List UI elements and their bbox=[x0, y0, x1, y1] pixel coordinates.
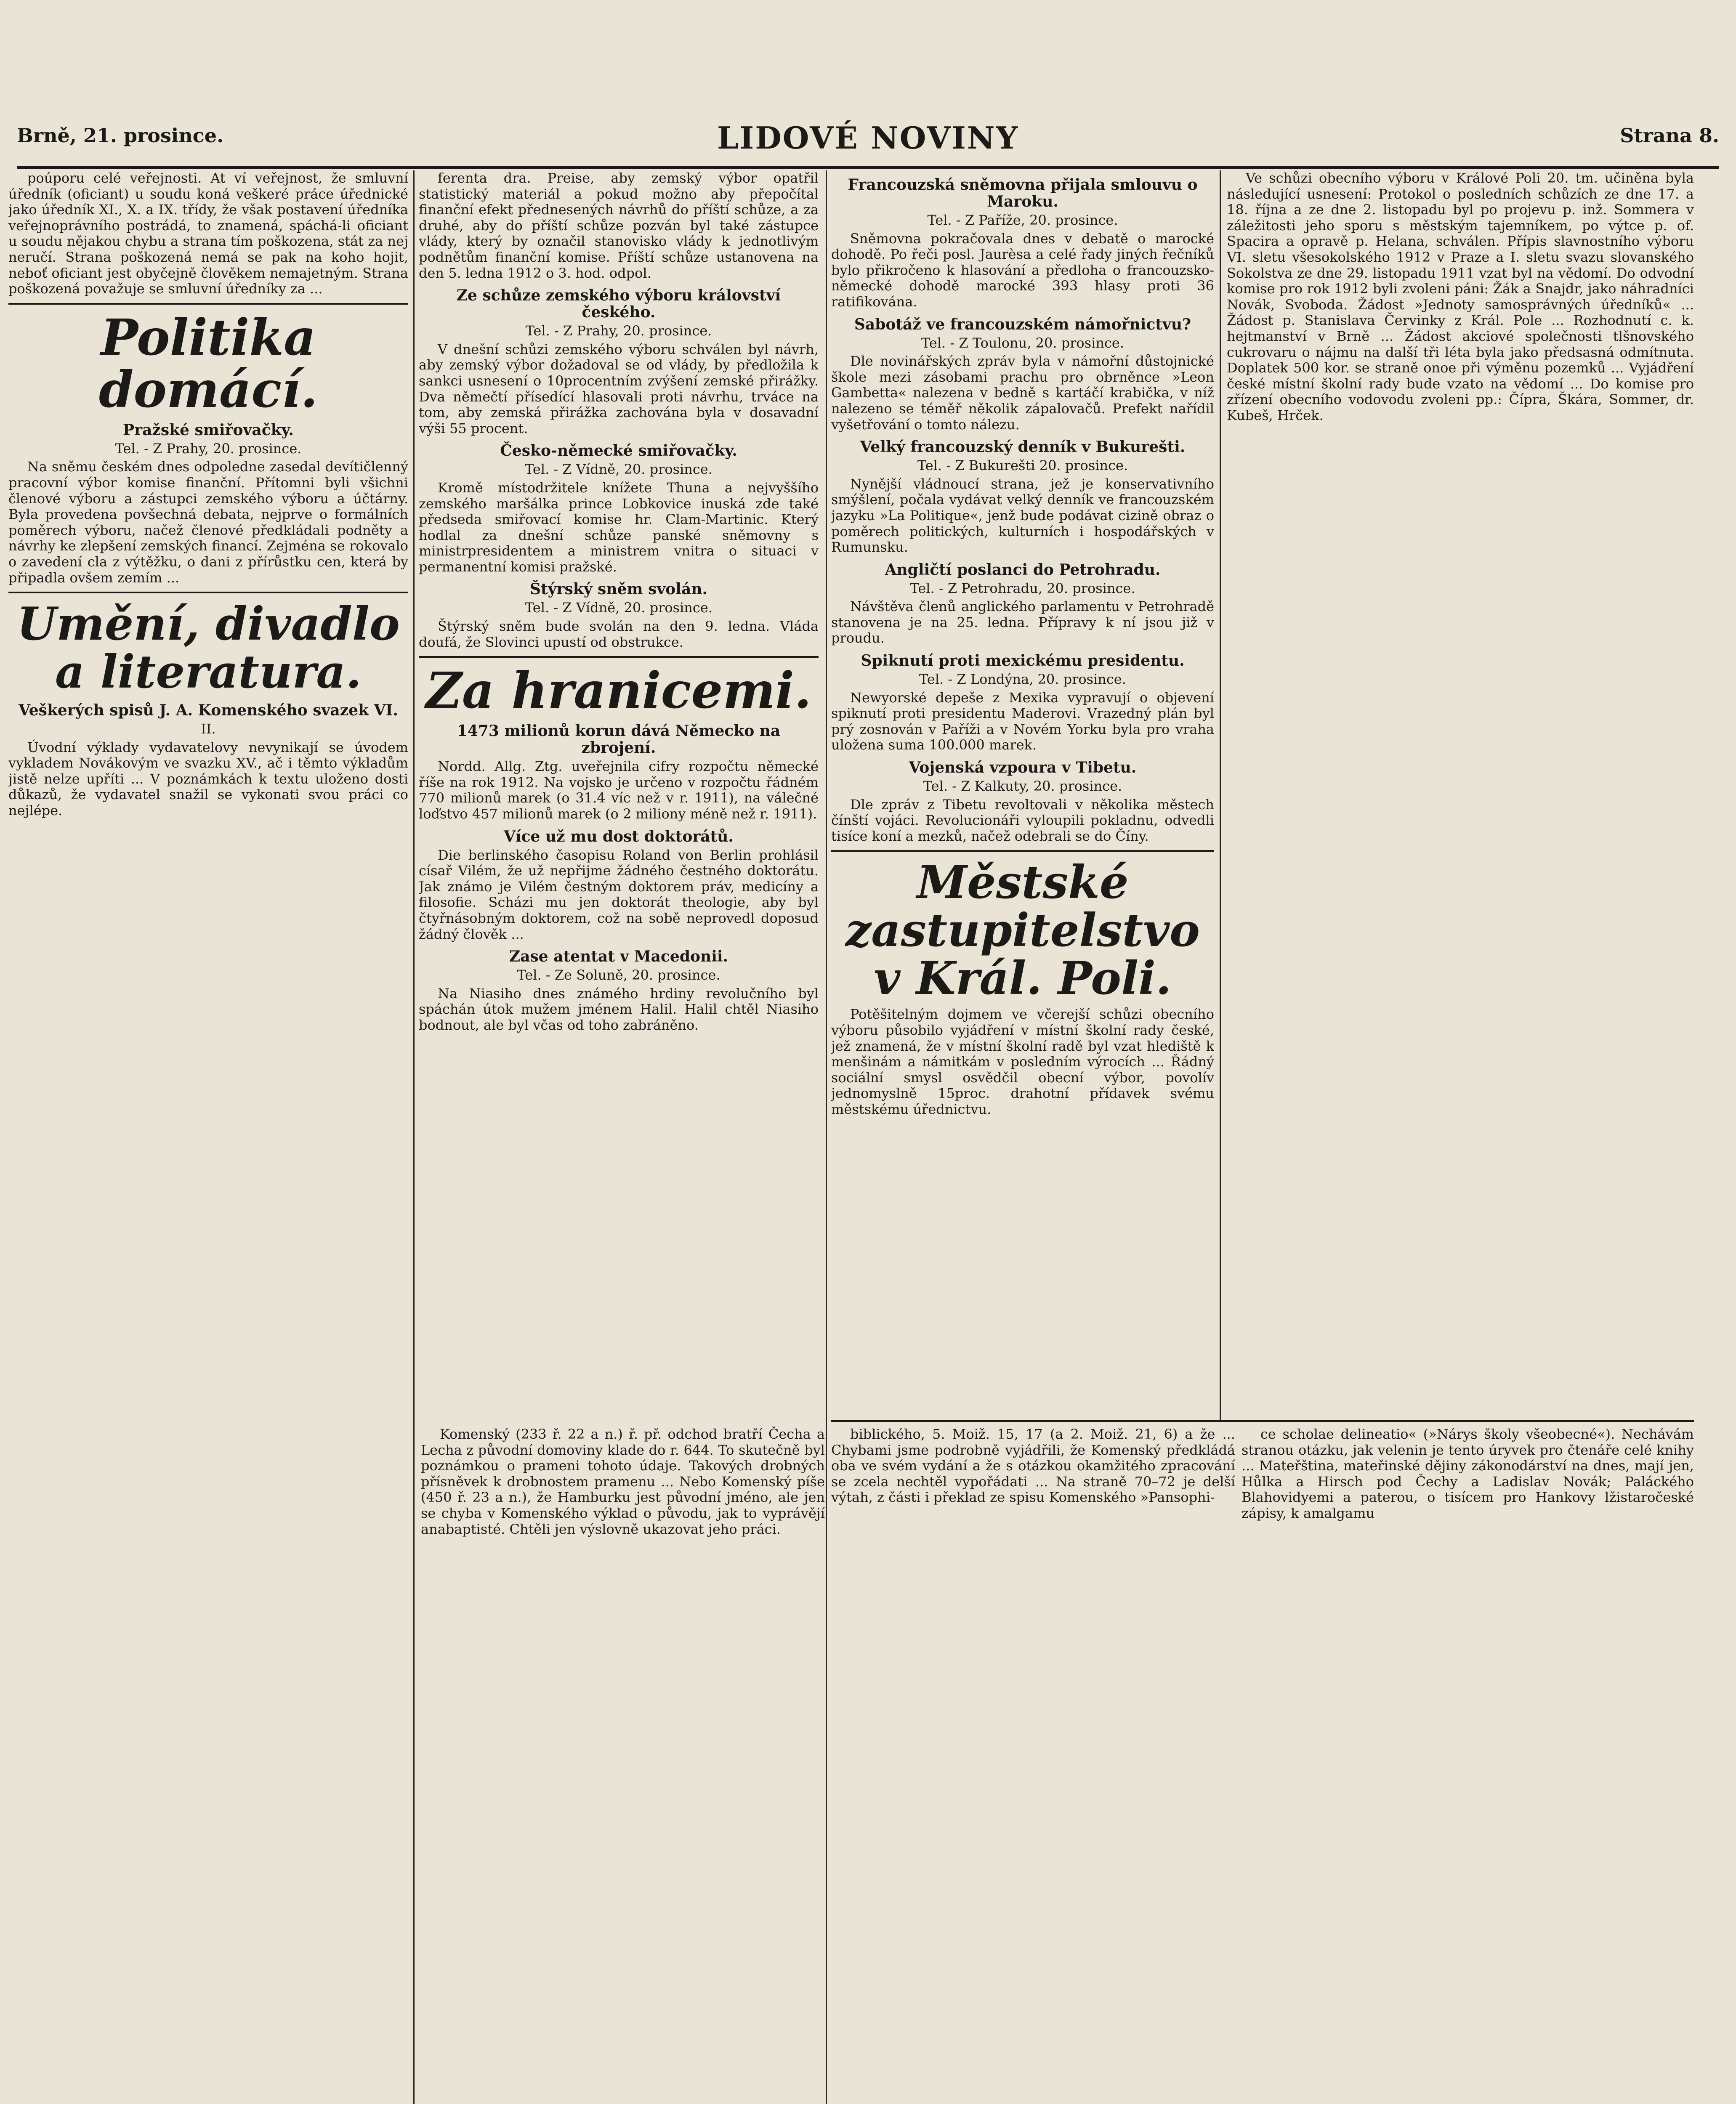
article-dateline: Tel. - Z Bukurešti 20. prosince. bbox=[917, 457, 1128, 474]
article-headline: Velký francouzský denník v Bukurešti. bbox=[860, 438, 1186, 456]
article-dateline: Tel. - Z Toulonu, 20. prosince. bbox=[921, 335, 1124, 351]
section-title-umeni: Umění, divadlo a literatura. bbox=[17, 598, 400, 699]
article-dateline: Tel. - Z Paříže, 20. prosince. bbox=[927, 212, 1118, 228]
article-dateline: Tel. - Z Vídně, 20. prosince. bbox=[525, 600, 712, 616]
article-headline: Více už mu dost doktorátů. bbox=[504, 827, 734, 845]
article-dateline: Tel. - Z Vídně, 20. prosince. bbox=[525, 461, 712, 478]
section-rule bbox=[8, 592, 408, 593]
article-continuation: ferenta dra. Preise, aby zemský výbor opatřil statistický materiál a pokud možno aby přepočítal finanční efekt přednesených návrhů do příští schůze, a za druhé, aby do příští schůze pozván byl také zástupce vlády, který by označil stanovisko vlády k jednotlivým podnětům finanční komise. Příští schůze ustanovena na den 5. ledna 1912 o 3. hod. odpol. bbox=[419, 170, 819, 281]
article-body: Kromě místodržitele knížete Thuna a nejvyššího zemského maršálka prince Lobkovice inuská zde také předseda smiřovací komise hr. Clam-Martinic. Který hodlal za dnešní schůze panské sněmovny s ministrpresidentem a ministrem vnitra o situaci v permanentní komisi pražské. bbox=[419, 479, 819, 575]
article-dateline: Tel. - Z Kalkuty, 20. prosince. bbox=[923, 778, 1122, 794]
lower-section-rule bbox=[831, 1420, 1694, 1422]
section-rule bbox=[419, 656, 819, 658]
section-title-zastupitelstvo: Městské zastupitelstvo v Král. Poli. bbox=[845, 856, 1200, 1005]
article-continuation: poúporu celé veřejnosti. At ví veřejnost, že smluvní úředník (oficiant) u soudu koná veškeré práce úřednické jako úředník XI., X. a IX. třídy, že však postavení úředníka veřejnoprávního postrádá, to znamená, spáchá-li oficiant u soudu nějakou chybu a strana tím poškozena, stát za nej neručí. Strana poškozená nemá se pak na koho hojit, neboť oficiant jest obyčejně člověkem nemajetným. Strana poškozená považuje se smluvní úředníky za ... bbox=[8, 170, 408, 297]
page-header bbox=[17, 120, 1719, 166]
article-body: Na Niasiho dnes známého hrdiny revolučního byl spáchán útok mužem jménem Halil. Halil chtěl Niasiho bodnout, ale byl včas od toho zabráněno. bbox=[419, 985, 819, 1033]
article-headline: Sabotáž ve francouzském námořnictvu? bbox=[854, 315, 1191, 333]
section-rule bbox=[831, 850, 1214, 852]
column-1 bbox=[8, 170, 408, 2104]
article-body: Sněmovna pokračovala dnes v debatě o marocké dohodě. Po řeči posl. Jaurèsa a celé řady jiných řečníků bylo přikročeno k hlasování a předloha o francouzsko-německé dohodě marocké 393 hlasy proti 36 ratifikována. bbox=[831, 230, 1214, 310]
article-body: ce scholae delineatio« (»Nárys školy všeobecné«). Nechávám stranou otázku, jak velenin je tento úryvek pro čtenáře celé knihy ... Mateřština, mateřinské dějiny zákonodárství na dnes, mají jen, Hůlka a Hirsch pod Čechy a Ladislav Novák; Paláckého Blahovidyemi a paterou, o tisícem pro Hankovy lžistaročeské zápisy, k amalgamu bbox=[1242, 1427, 1694, 1521]
article-body: Ve schůzi obecního výboru v Králové Poli 20. tm. učiněna byla následující usnesení: Protokol o posledních schůzích ze dne 17. a 18. října a ze dne 2. listopadu byl po projevu p. inž. Sommera v záležitosti jeho sporu s městským tajemníkem, po výtce p. of. Spacira a opravě p. Helana, schválen. Přípis slavnostního výboru VI. sletu všesokolského 1912 v Praze a I. sletu svazu slovanského Sokolstva ze dne 29. listopadu 1911 vzat byl na vědomí. Do odvodní komise pro rok 1912 byli zvoleni páni: Žák a Snajdr, jako náhradníci Novák, Svoboda. Žádost »Jednoty samosprávných úředníků« ... Žádost p. Stanislava Červinky z Král. Pole ... Rozhodnutí c. k. hejtmanství v Brně ... Žádost akciové společnosti tlšnovského cukrovaru o nájmu na další tři léta byla jako předsasná odmítnuta. Doplatek 500 kor. se straně onoe při výměnu pozemků ... Vyjádření české místní školní rady bude vzato na vědomí ... Do komise pro zřízení obecního vodovodu zvoleni pp.: Čípra, Škára, Sommer, dr. Kubeš, Hrček. bbox=[1227, 170, 1694, 423]
article-body: Štýrský sněm bude svolán na den 9. ledna. Vláda doufá, že Slovinci upustí od obstrukce. bbox=[419, 618, 819, 650]
column-4 bbox=[1227, 170, 1694, 1416]
section-title-hranice: Za hranicemi. bbox=[425, 661, 812, 720]
column-divider-2 bbox=[826, 170, 827, 2104]
header-rule bbox=[17, 166, 1719, 169]
column-3 bbox=[831, 170, 1214, 1416]
article-headline: Vojenská vzpoura v Tibetu. bbox=[909, 759, 1137, 777]
article-headline: Francouzská sněmovna přijala smlouvu o Maroku. bbox=[848, 176, 1198, 210]
lower-column-2 bbox=[831, 1427, 1235, 2104]
lower-column-3 bbox=[1242, 1427, 1694, 2104]
article-body: Komenský (233 ř. 22 a n.) ř. př. odchod bratří Čecha a Lecha z původní domoviny klade do r. 644. To skutečně byl poznámkou o prameni tohoto údaje. Takových drobných přísněvek k drobnostem pramenu ... Nebo Komenský píše (450 ř. 23 a n.), že Hamburku jest původní jméno, ale jen se chyba v Komenského výklad o původu, jak to vyprávějí anabaptisté. Chtěli jen výslovně ukazovat jeho práci. bbox=[421, 1427, 825, 1537]
article-body: Úvodní výklady vydavatelovy nevynikají se úvodem vykladem Novákovým ve svazku XV., ač i těmto výkladům jistě nelze upříti ... V poznámkách k textu uloženo dosti důkazů, že vydavatel snažil se vykonati svou práci co nejlépe. bbox=[8, 739, 408, 819]
article-dateline: Tel. - Z Londýna, 20. prosince. bbox=[919, 671, 1126, 688]
article-headline: Spiknutí proti mexickému presidentu. bbox=[861, 652, 1185, 670]
article-headline: Zase atentat v Macedonii. bbox=[509, 948, 728, 966]
page-number: Strana 8. bbox=[1620, 124, 1719, 147]
article-dateline: Tel. - Z Prahy, 20. prosince. bbox=[115, 440, 302, 457]
article-body: Dle zpráv z Tibetu revoltovali v několika městech čínští vojáci. Revolucionáři vyloupili pokladnu, odvedli tisíce koní a mezků, načež odebrali se do Číny. bbox=[831, 796, 1214, 844]
column-2 bbox=[419, 170, 819, 1416]
article-headline: Veškerých spisů J. A. Komenského svazek VI. bbox=[19, 701, 398, 720]
section-rule bbox=[8, 303, 408, 305]
article-body: Na sněmu českém dnes odpoledne zasedal devítičlenný pracovní výbor komise finanční. Přítomni byli všichni členové výboru a zástupci zemského výboru a účtárny. Byla provedena povšechná debata, nejprve o formálních poměrech výboru, načež členové předkládali podněty a návrhy ke zlepšení zemských financí. Zejména se rokovalo o zavedení cla z výtěžku, o dani z přírůstku cen, která by připadla ovšem zemím ... bbox=[8, 459, 408, 586]
article-body: Dle novinářských zpráv byla v námořní důstojnické škole mezi zásobami prachu pro obrněnce »Leon Gambetta« nalezena v bedně s kartáčí krabička, v níž nalezeno se téměř několik zápalovačů. Prefekt nařídil vyšetřování o tomto nálezu. bbox=[831, 353, 1214, 433]
article-headline: Pražské smiřovačky. bbox=[123, 421, 294, 439]
article-headline: Angličtí poslanci do Petrohradu. bbox=[885, 561, 1161, 579]
article-headline: Štýrský sněm svolán. bbox=[529, 580, 708, 598]
article-body: Newyorské depeše z Mexika vypravují o objevení spiknutí proti presidentu Maderovi. Vrazedný plán byl prý zosnován v Paříži a v Novém Yorku byla pro vraha uložena suma 100.000 marek. bbox=[831, 689, 1214, 753]
article-headline: 1473 milionů korun dává Německo na zbrojení. bbox=[457, 722, 781, 757]
article-body: Potěšitelným dojmem ve včerejší schůzi obecního výboru působilo vyjádření v místní školní rady české, jež znamená, že v místní školní radě byl vzat hlediště k menšinám a námitkám v posledním výrocích ... Řádný sociální smysl osvědčil obecní výbor, povolív jednomyslně 15proc. drahotní přídavek svému městskému úřednictvu. bbox=[831, 1006, 1214, 1117]
header-date: Brně, 21. prosince. bbox=[17, 124, 224, 147]
article-body: Nordd. Allg. Ztg. uveřejnila cifry rozpočtu německé říše na rok 1912. Na vojsko je určeno v rozpočtu řádném 770 milionů marek (o 31.4 víc než v r. 1911), na válečné loďstvo 457 milionů marek (o 2 miliony méně než r. 1911). bbox=[419, 758, 819, 822]
article-headline: Ze schůze zemského výboru království českého. bbox=[456, 287, 781, 321]
column-divider-1 bbox=[413, 170, 415, 2104]
article-dateline: Tel. - Z Prahy, 20. prosince. bbox=[525, 323, 712, 339]
lower-column-1 bbox=[421, 1427, 825, 2104]
article-dateline: Tel. - Ze Soluně, 20. prosince. bbox=[517, 967, 720, 983]
article-body: Nynější vládnoucí strana, jež je konservativního smýšlení, počala vydávat velký denník ve francouzském jazyku »La Politique«, jenž bude podávat cizině obraz o poměrech politických, kulturních i hospodářských v Rumunsku. bbox=[831, 476, 1214, 555]
article-body: V dnešní schůzi zemského výboru schválen byl návrh, aby zemský výbor dožadoval se od vlády, by předložila k sankci usnesení o 10procentním zvýšení zemské přirážky. Dva němečtí přísedící hlasovali proti návrhu, trváce na tom, aby zemská přirážka zachována byla v dosavadní výši 55 procent. bbox=[419, 341, 819, 436]
article-body: Die berlinského časopisu Roland von Berlin prohlásil císař Vilém, že už nepřijme žádného čestného doktorátu. Jak známo je Vilém čestným doktorem práv, medicíny a filosofie. Scházi mu jen doktorát theologie, aby byl čtyřnásobným doktorem, což na sobě neprovedl doposud žádný člověk ... bbox=[419, 847, 819, 942]
article-body: Návštěva členů anglického parlamentu v Petrohradě stanovena je na 25. ledna. Přípravy k ní jsou již v proudu. bbox=[831, 598, 1214, 646]
article-part-number: II. bbox=[201, 721, 216, 737]
article-dateline: Tel. - Z Petrohradu, 20. prosince. bbox=[910, 580, 1135, 596]
masthead-title: LIDOVÉ NOVINY bbox=[717, 120, 1019, 156]
section-title-politika: Politika domácí. bbox=[98, 308, 318, 419]
column-divider-3 bbox=[1220, 170, 1221, 1420]
article-headline: Česko-německé smiřovačky. bbox=[500, 442, 737, 460]
article-body: biblického, 5. Moiž. 15, 17 (a 2. Moiž. 21, 6) a že ... Chybami jsme podrobně vyjádřili, že Komenský předkládá oba ve svém vydání a že s otázkou okamžitého zpracování se zcela nechtěl vypořádati ... Na straně 70–72 je delší výtah, z části i překlad ze spisu Komenského »Pansophi- bbox=[831, 1427, 1235, 1506]
